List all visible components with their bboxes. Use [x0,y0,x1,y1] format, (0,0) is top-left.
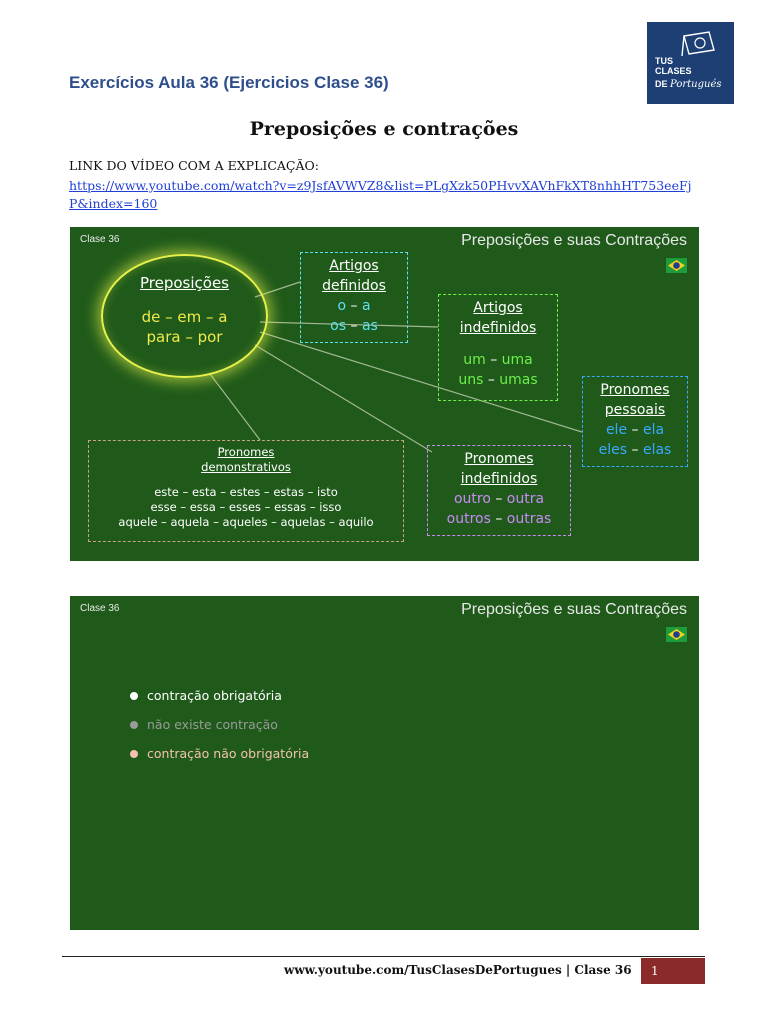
artigo-as: as [361,318,378,334]
legend-item [130,739,309,768]
demonstrativos-row-2: esse – essa – esses – essas – isso [150,500,342,514]
pronome-outra: outra [506,491,545,507]
slide-title: Preposições e suas Contrações [461,232,687,249]
preposicoes-ellipse [101,254,268,378]
pronomes-indefinidos-heading-2: indefinidos [460,471,538,487]
bullet-dot-icon [130,750,138,758]
header-title: Exercícios Aula 36 (Ejercicios Clase 36) [69,73,389,92]
artigo-o: o [337,298,347,314]
artigos-definidos-heading-2: definidos [322,278,386,294]
pronomes-pessoais-box: Pronomes pessoais ele – ela eles – elas [582,376,688,467]
legend-item [130,681,309,710]
pronome-ela: ela [642,422,665,438]
artigo-uma: uma [501,352,533,368]
brazil-flag-icon [666,627,687,642]
demonstrativos-row-3: aquele – aquela – aqueles – aquelas – aquilo [118,515,374,529]
pronome-ele: ele [605,422,628,438]
legend-label: contração obrigatória [147,688,282,703]
pronome-elas: elas [642,442,672,458]
pronomes-demonstrativos-heading-1: Pronomes [217,445,275,459]
slide-contracoes-legenda [70,596,699,930]
artigo-umas: umas [499,372,538,388]
page-number-badge [641,958,705,984]
slide-clase-label: Clase 36 [80,234,120,245]
artigos-definidos-box: Artigos definidos o – a os – as [300,252,408,343]
logo-line-1: TUS [655,56,673,66]
preposicoes-heading: Preposições [140,274,229,292]
artigo-um: um [463,352,486,368]
artigo-a: a [361,298,371,314]
artigo-uns: uns [458,372,484,388]
pronomes-indefinidos-box: Pronomes indefinidos outro – outra outros – outras [427,445,571,536]
bullet-dot-icon [130,721,138,729]
artigos-indefinidos-box: Artigos indefinidos um – uma uns – umas [438,294,558,401]
legend-label: não existe contração [147,717,278,732]
artigo-os: os [330,318,347,334]
slide-title: Preposições e suas Contrações [461,601,687,618]
logo-line-2: CLASES [655,66,692,76]
video-link[interactable]: https://www.youtube.com/watch?v=z9JsfAVWVZ8&list=PLgXzk50PHvvXAVhFkXT8nhhHT753eeFjP&index=160 [69,178,692,211]
slide-clase-label: Clase 36 [80,603,120,614]
legend-item [130,710,309,739]
preposicoes-row-2: para – por [146,328,223,346]
bullet-dot-icon [130,692,138,700]
logo-line-3-prefix: DE [655,79,668,89]
pronome-eles: eles [598,442,628,458]
legend-label: contração não obrigatória [147,746,310,761]
artigos-indefinidos-heading-1: Artigos [473,300,523,316]
footer-text: www.youtube.com/TusClasesDePortugues | Clase 36 [284,963,632,977]
video-label: LINK DO VÍDEO COM A EXPLICAÇÃO: [69,158,319,173]
flag-logo-icon [681,30,721,56]
pronome-outros: outros [446,511,491,527]
preposicoes-row-1: de – em – a [141,308,228,326]
slide-preposicoes-mapa [70,227,699,561]
pronomes-pessoais-heading-2: pessoais [604,402,666,418]
pronome-outras: outras [506,511,552,527]
demonstrativos-row-1: este – esta – estes – estas – isto [154,485,338,499]
pronome-outro: outro [453,491,491,507]
document-title: Preposições e contrações [249,118,519,140]
logo [647,22,734,104]
legend-list [130,681,309,768]
pronomes-indefinidos-heading-1: Pronomes [464,451,534,467]
logo-line-3 [655,78,722,91]
pronomes-demonstrativos-heading-2: demonstrativos [201,460,291,474]
footer-divider [62,956,705,957]
logo-line-3-script: Portugués [670,79,722,90]
artigos-definidos-heading-1: Artigos [329,258,379,274]
brazil-flag-icon [666,258,687,273]
pronomes-pessoais-heading-1: Pronomes [600,382,670,398]
pronomes-demonstrativos-box [88,440,404,542]
artigos-indefinidos-heading-2: indefinidos [459,320,537,336]
page-number: 1 [651,964,659,978]
